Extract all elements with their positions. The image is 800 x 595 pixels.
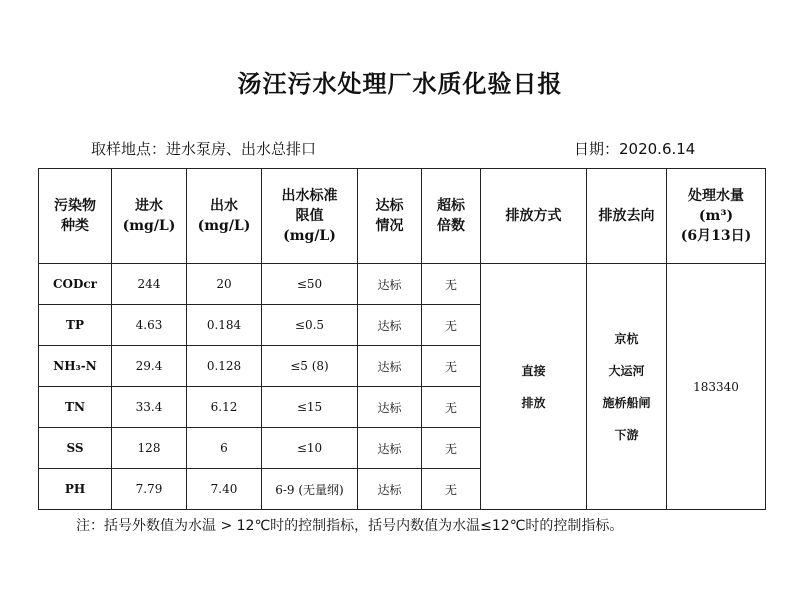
exceed-multiple: 无 bbox=[422, 469, 481, 510]
effluent-value: 0.128 bbox=[187, 346, 262, 387]
table-header-row bbox=[39, 169, 766, 264]
compliance-status: 达标 bbox=[358, 305, 422, 346]
pollutant-name: TP bbox=[39, 305, 112, 346]
report-date: 日期：2020.6.14 bbox=[574, 140, 696, 158]
discharge-destination-cell: 京杭 大运河 施桥船闸 下游 bbox=[587, 264, 667, 510]
effluent-value: 7.40 bbox=[187, 469, 262, 510]
pollutant-name: NH₃-N bbox=[39, 346, 112, 387]
pollutant-name: TN bbox=[39, 387, 112, 428]
header-compliance: 达标 情况 bbox=[358, 169, 422, 264]
standard-limit: ≤50 bbox=[262, 264, 358, 305]
header-exceed: 超标 倍数 bbox=[422, 169, 481, 264]
header-influent: 进水 (mg/L) bbox=[112, 169, 187, 264]
standard-limit: ≤10 bbox=[262, 428, 358, 469]
compliance-status: 达标 bbox=[358, 428, 422, 469]
sampling-location: 取样地点：进水泵房、出水总排口 bbox=[91, 140, 317, 158]
standard-limit: ≤15 bbox=[262, 387, 358, 428]
exceed-multiple: 无 bbox=[422, 305, 481, 346]
standard-limit: ≤5 (8) bbox=[262, 346, 358, 387]
pollutant-name: CODcr bbox=[39, 264, 112, 305]
compliance-status: 达标 bbox=[358, 469, 422, 510]
water-quality-table bbox=[38, 168, 766, 510]
standard-limit: 6-9 (无量纲) bbox=[262, 469, 358, 510]
influent-value: 29.4 bbox=[112, 346, 187, 387]
header-discharge-method: 排放方式 bbox=[481, 169, 587, 264]
effluent-value: 6.12 bbox=[187, 387, 262, 428]
effluent-value: 0.184 bbox=[187, 305, 262, 346]
table-row bbox=[39, 264, 766, 305]
header-volume: 处理水量 (m³) (6月13日) bbox=[667, 169, 766, 264]
effluent-value: 20 bbox=[187, 264, 262, 305]
exceed-multiple: 无 bbox=[422, 387, 481, 428]
compliance-status: 达标 bbox=[358, 264, 422, 305]
exceed-multiple: 无 bbox=[422, 264, 481, 305]
pollutant-name: SS bbox=[39, 428, 112, 469]
compliance-status: 达标 bbox=[358, 387, 422, 428]
influent-value: 244 bbox=[112, 264, 187, 305]
exceed-multiple: 无 bbox=[422, 346, 481, 387]
header-effluent: 出水 (mg/L) bbox=[187, 169, 262, 264]
compliance-status: 达标 bbox=[358, 346, 422, 387]
exceed-multiple: 无 bbox=[422, 428, 481, 469]
header-pollutant: 污染物 种类 bbox=[39, 169, 112, 264]
footnote: 注：括号外数值为水温 > 12℃时的控制指标，括号内数值为水温≤12℃时的控制指标。 bbox=[76, 518, 624, 534]
treated-volume: 183340 bbox=[667, 264, 766, 510]
header-standard: 出水标准 限值 (mg/L) bbox=[262, 169, 358, 264]
discharge-method-cell: 直接 排放 bbox=[481, 264, 587, 510]
effluent-value: 6 bbox=[187, 428, 262, 469]
influent-value: 33.4 bbox=[112, 387, 187, 428]
influent-value: 4.63 bbox=[112, 305, 187, 346]
influent-value: 128 bbox=[112, 428, 187, 469]
pollutant-name: PH bbox=[39, 469, 112, 510]
report-title: 汤汪污水处理厂水质化验日报 bbox=[237, 70, 563, 98]
influent-value: 7.79 bbox=[112, 469, 187, 510]
standard-limit: ≤0.5 bbox=[262, 305, 358, 346]
header-discharge-destination: 排放去向 bbox=[587, 169, 667, 264]
